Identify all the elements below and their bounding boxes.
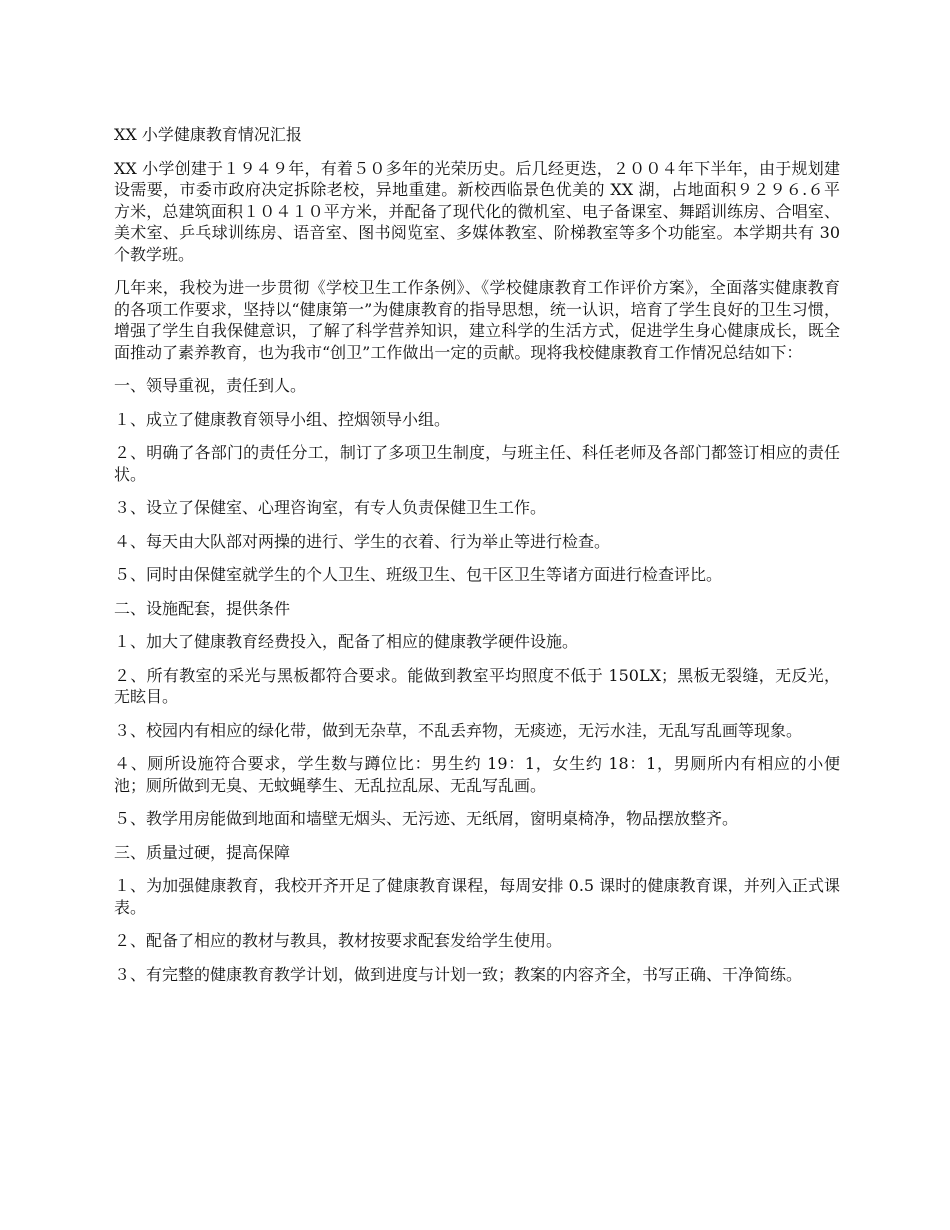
list-item: ２、明确了各部门的责任分工，制订了多项卫生制度，与班主任、科任老师及各部门都签订相应的责任状。 [114, 443, 840, 484]
section-heading-2: 二、设施配套，提供条件 [114, 598, 291, 618]
list-item: ３、有完整的健康教育教学计划，做到进度与计划一致；教案的内容齐全，书写正确、干净简练。 [114, 964, 803, 984]
section-heading-3: 三、质量过硬，提高保障 [114, 842, 291, 862]
list-item: ２、所有教室的采光与黑板都符合要求。能做到教室平均照度不低于 150LX；黑板无裂缝，无反光，无眩目。 [114, 665, 840, 706]
list-item: ５、同时由保健室就学生的个人卫生、班级卫生、包干区卫生等诸方面进行检查评比。 [114, 565, 723, 584]
overview-paragraph: 几年来，我校为进一步贯彻《学校卫生工作条例》、《学校健康教育工作评价方案》，全面落实健康教育的各项工作要求，坚持以“健康第一”为健康教育的指导思想，统一认识，培育了学生良好的卫生习惯，增强了学生自我保健意识，了解了科学营养知识，建立科学的生活方式，促进学生身心健康成长，既全面推动了素养教育，也为我市“创卫”工作做出一定的贡献。现将我校健康教育工作情况总结如下： [114, 278, 840, 362]
list-item: １、加大了健康教育经费投入，配备了相应的健康教学硬件设施。 [114, 632, 579, 651]
document-title: XX 小学健康教育情况汇报 [114, 125, 302, 144]
list-item: ３、校园内有相应的绿化带，做到无杂草，不乱丢弃物，无痰迹，无污水洼，无乱写乱画等现象。 [114, 720, 803, 740]
document-page [114, 124, 840, 997]
list-item: ３、设立了保健室、心理咨询室，有专人负责保健卫生工作。 [114, 498, 547, 517]
list-item: ４、每天由大队部对两操的进行、学生的衣着、行为举止等进行检查。 [114, 531, 611, 551]
list-item: ４、厕所设施符合要求，学生数与蹲位比：男生约 19：1，女生约 18：1，男厕所内有相应的小便池；厕所做到无臭、无蚊蝇孳生、无乱拉乱尿、无乱写乱画。 [114, 754, 840, 795]
list-item: １、成立了健康教育领导小组、控烟领导小组。 [114, 409, 451, 429]
section-heading-1: 一、领导重视，责任到人。 [114, 376, 307, 395]
intro-paragraph: XX 小学创建于１９４９年，有着５０多年的光荣历史。后几经更迭，２００４年下半年，由于规划建设需要，市委市政府决定拆除老校，异地重建。新校西临景色优美的 XX 湖，占地面积９２９６.６平方米，总建筑面积１０４１０平方米，并配备了现代化的微机室、电子备课室、舞蹈训练房、合唱室、美术室、乒乓球训练房、语音室、图书阅览室、多媒体教室、阶梯教室等多个功能室。本学期共有 30 个教学班。 [114, 158, 840, 264]
list-item: ５、教学用房能做到地面和墙壁无烟头、无污迹、无纸屑，窗明桌椅净，物品摆放整齐。 [114, 809, 739, 828]
list-item: ２、配备了相应的教材与教具，教材按要求配套发给学生使用。 [114, 931, 563, 950]
list-item: １、为加强健康教育，我校开齐开足了健康教育课程，每周安排 0.5 课时的健康教育课，并列入正式课表。 [114, 876, 840, 917]
